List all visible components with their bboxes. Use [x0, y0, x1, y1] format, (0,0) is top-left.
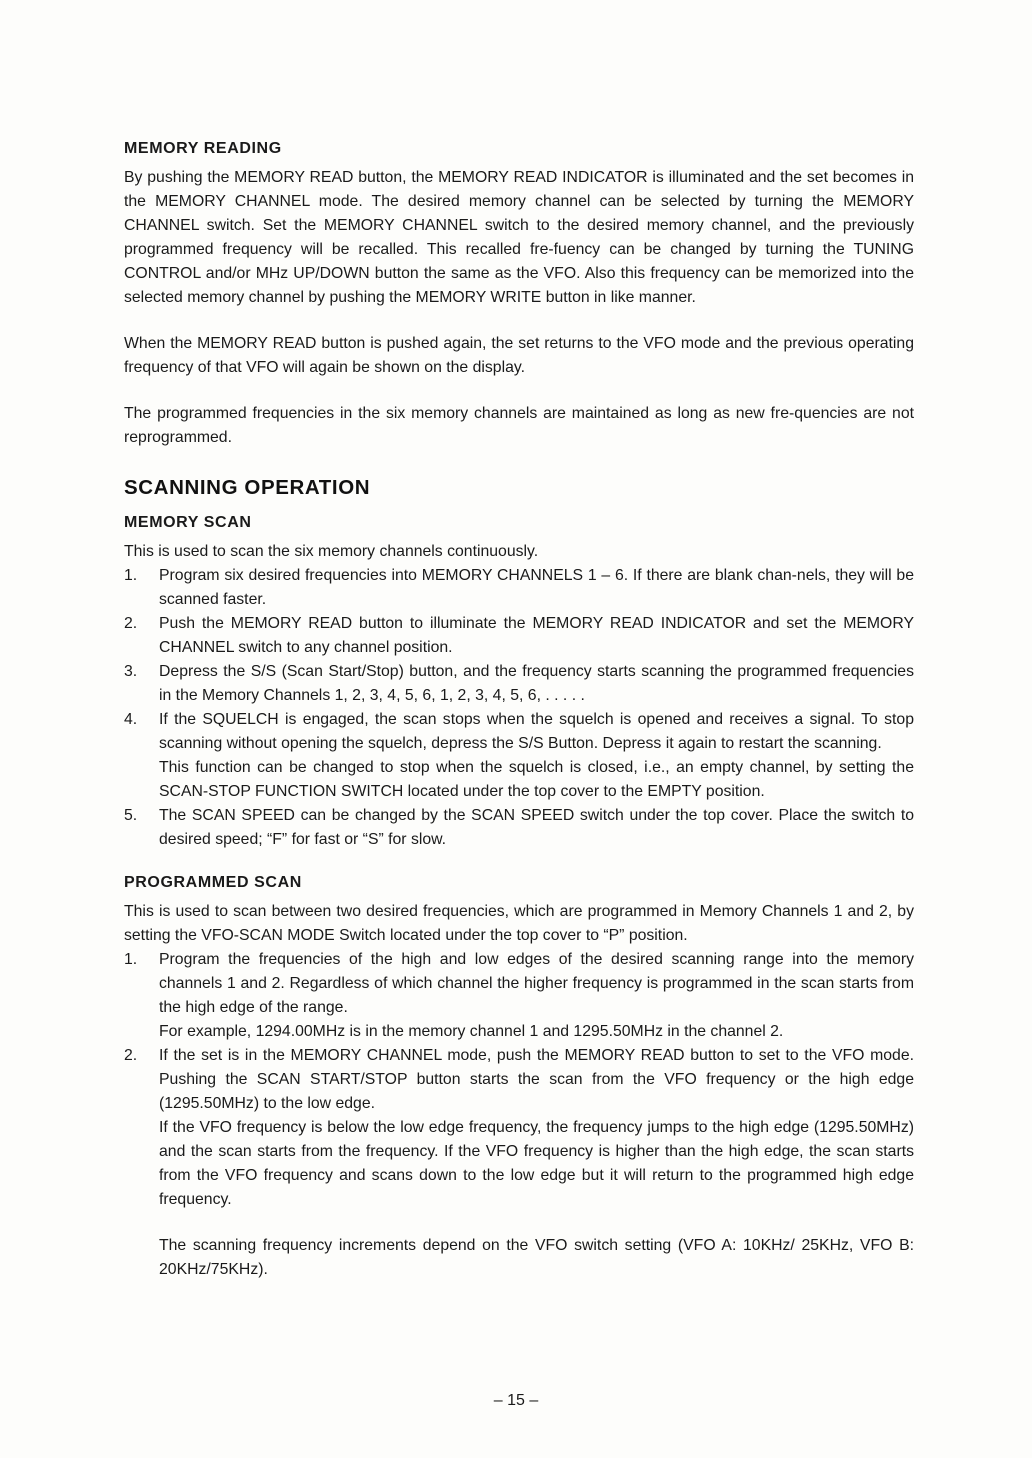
memory-reading-heading: MEMORY READING [124, 140, 282, 157]
list-item-text: If the SQUELCH is engaged, the scan stops when the squelch is opened and receives a signal. To stop scanning without opening the squelch, depress the S/S Button. Depress it again to restart the scanning. [159, 711, 914, 752]
list-item-number: 5. [124, 807, 138, 824]
list-item-text: Push the MEMORY READ button to illuminate the MEMORY READ INDICATOR and set the MEMORY CHANNEL switch to any channel position. [159, 615, 914, 656]
list-item-number: 4. [124, 711, 138, 728]
memory-scan-list [124, 564, 914, 852]
scanning-operation-heading: SCANNING OPERATION [124, 476, 371, 499]
programmed-scan-intro: This is used to scan between two desired frequencies, which are programmed in Memory Channels 1 and 2, by setting the VFO-SCAN MODE Switch located under the top cover to “P” position. [124, 903, 914, 944]
list-item [124, 660, 914, 708]
programmed-scan-list [124, 948, 914, 1212]
list-item-text: If the set is in the MEMORY CHANNEL mode, push the MEMORY READ button to set to the VFO mode. Pushing the SCAN START/STOP button starts the scan from the VFO frequency or the high edge (1295.50MHz) to the low edge. [159, 1047, 914, 1112]
list-item [124, 1044, 914, 1212]
list-item-number: 1. [124, 951, 138, 968]
list-item-text: Depress the S/S (Scan Start/Stop) button, and the frequency starts scanning the programmed frequencies in the Memory Channels 1, 2, 3, 4, 5, 6, 1, 2, 3, 4, 5, 6, . . . . . [159, 663, 914, 704]
programmed-scan-note: The scanning frequency increments depend on the VFO switch setting (VFO A: 10KHz/ 25KHz, VFO B: 20KHz/75KHz). [159, 1237, 914, 1278]
programmed-scan-heading: PROGRAMMED SCAN [124, 874, 302, 891]
memory-reading-paragraph-1: By pushing the MEMORY READ button, the MEMORY READ INDICATOR is illuminated and the set becomes in the MEMORY CHANNEL mode. The desired memory channel can be selected by turning the MEMORY CHANNEL switch. Set the MEMORY CHANNEL switch to the desired memory channel, and the previously programmed frequency will be recalled. This recalled fre-fuency can be changed by turning the TUNING CONTROL and/or MHz UP/DOWN button the same as the VFO. Also this frequency can be memorized into the selected memory channel by pushing the MEMORY WRITE button in like manner. [124, 169, 914, 306]
list-item [124, 948, 914, 1044]
memory-scan-heading: MEMORY SCAN [124, 514, 252, 531]
memory-reading-paragraph-3: The programmed frequencies in the six memory channels are maintained as long as new fre-quencies are not reprogrammed. [124, 405, 914, 446]
list-item-text: The SCAN SPEED can be changed by the SCAN SPEED switch under the top cover. Place the switch to desired speed; “F” for fast or “S” for slow. [159, 807, 914, 848]
list-item-text: For example, 1294.00MHz is in the memory channel 1 and 1295.50MHz in the channel 2. [159, 1023, 784, 1040]
memory-reading-paragraph-2: When the MEMORY READ button is pushed again, the set returns to the VFO mode and the previous operating frequency of that VFO will again be shown on the display. [124, 335, 914, 376]
list-item-number: 1. [124, 567, 138, 584]
memory-scan-intro: This is used to scan the six memory channels continuously. [124, 543, 539, 560]
list-item-number: 3. [124, 663, 138, 680]
list-item-number: 2. [124, 1047, 138, 1064]
list-item [124, 708, 914, 804]
list-item-text: This function can be changed to stop when the squelch is closed, i.e., an empty channel, by setting the SCAN-STOP FUNCTION SWITCH located under the top cover to the EMPTY position. [159, 759, 914, 800]
page-number: – 15 – [493, 1392, 539, 1409]
list-item-text: Program the frequencies of the high and low edges of the desired scanning range into the memory channels 1 and 2. Regardless of which channel the higher frequency is programmed in the scan starts from the high edge of the range. [159, 951, 914, 1016]
page-content [124, 140, 914, 1282]
list-item-text: If the VFO frequency is below the low edge frequency, the frequency jumps to the high edge (1295.50MHz) and the scan starts from the frequency. If the VFO frequency is higher than the high edge, the scan starts from the VFO frequency and scans down to the low edge but it will return to the programmed high edge frequency. [159, 1119, 914, 1208]
list-item [124, 612, 914, 660]
list-item-text: Program six desired frequencies into MEMORY CHANNELS 1 – 6. If there are blank chan-nels, they will be scanned faster. [159, 567, 914, 608]
list-item [124, 804, 914, 852]
list-item-number: 2. [124, 615, 138, 632]
list-item [124, 564, 914, 612]
